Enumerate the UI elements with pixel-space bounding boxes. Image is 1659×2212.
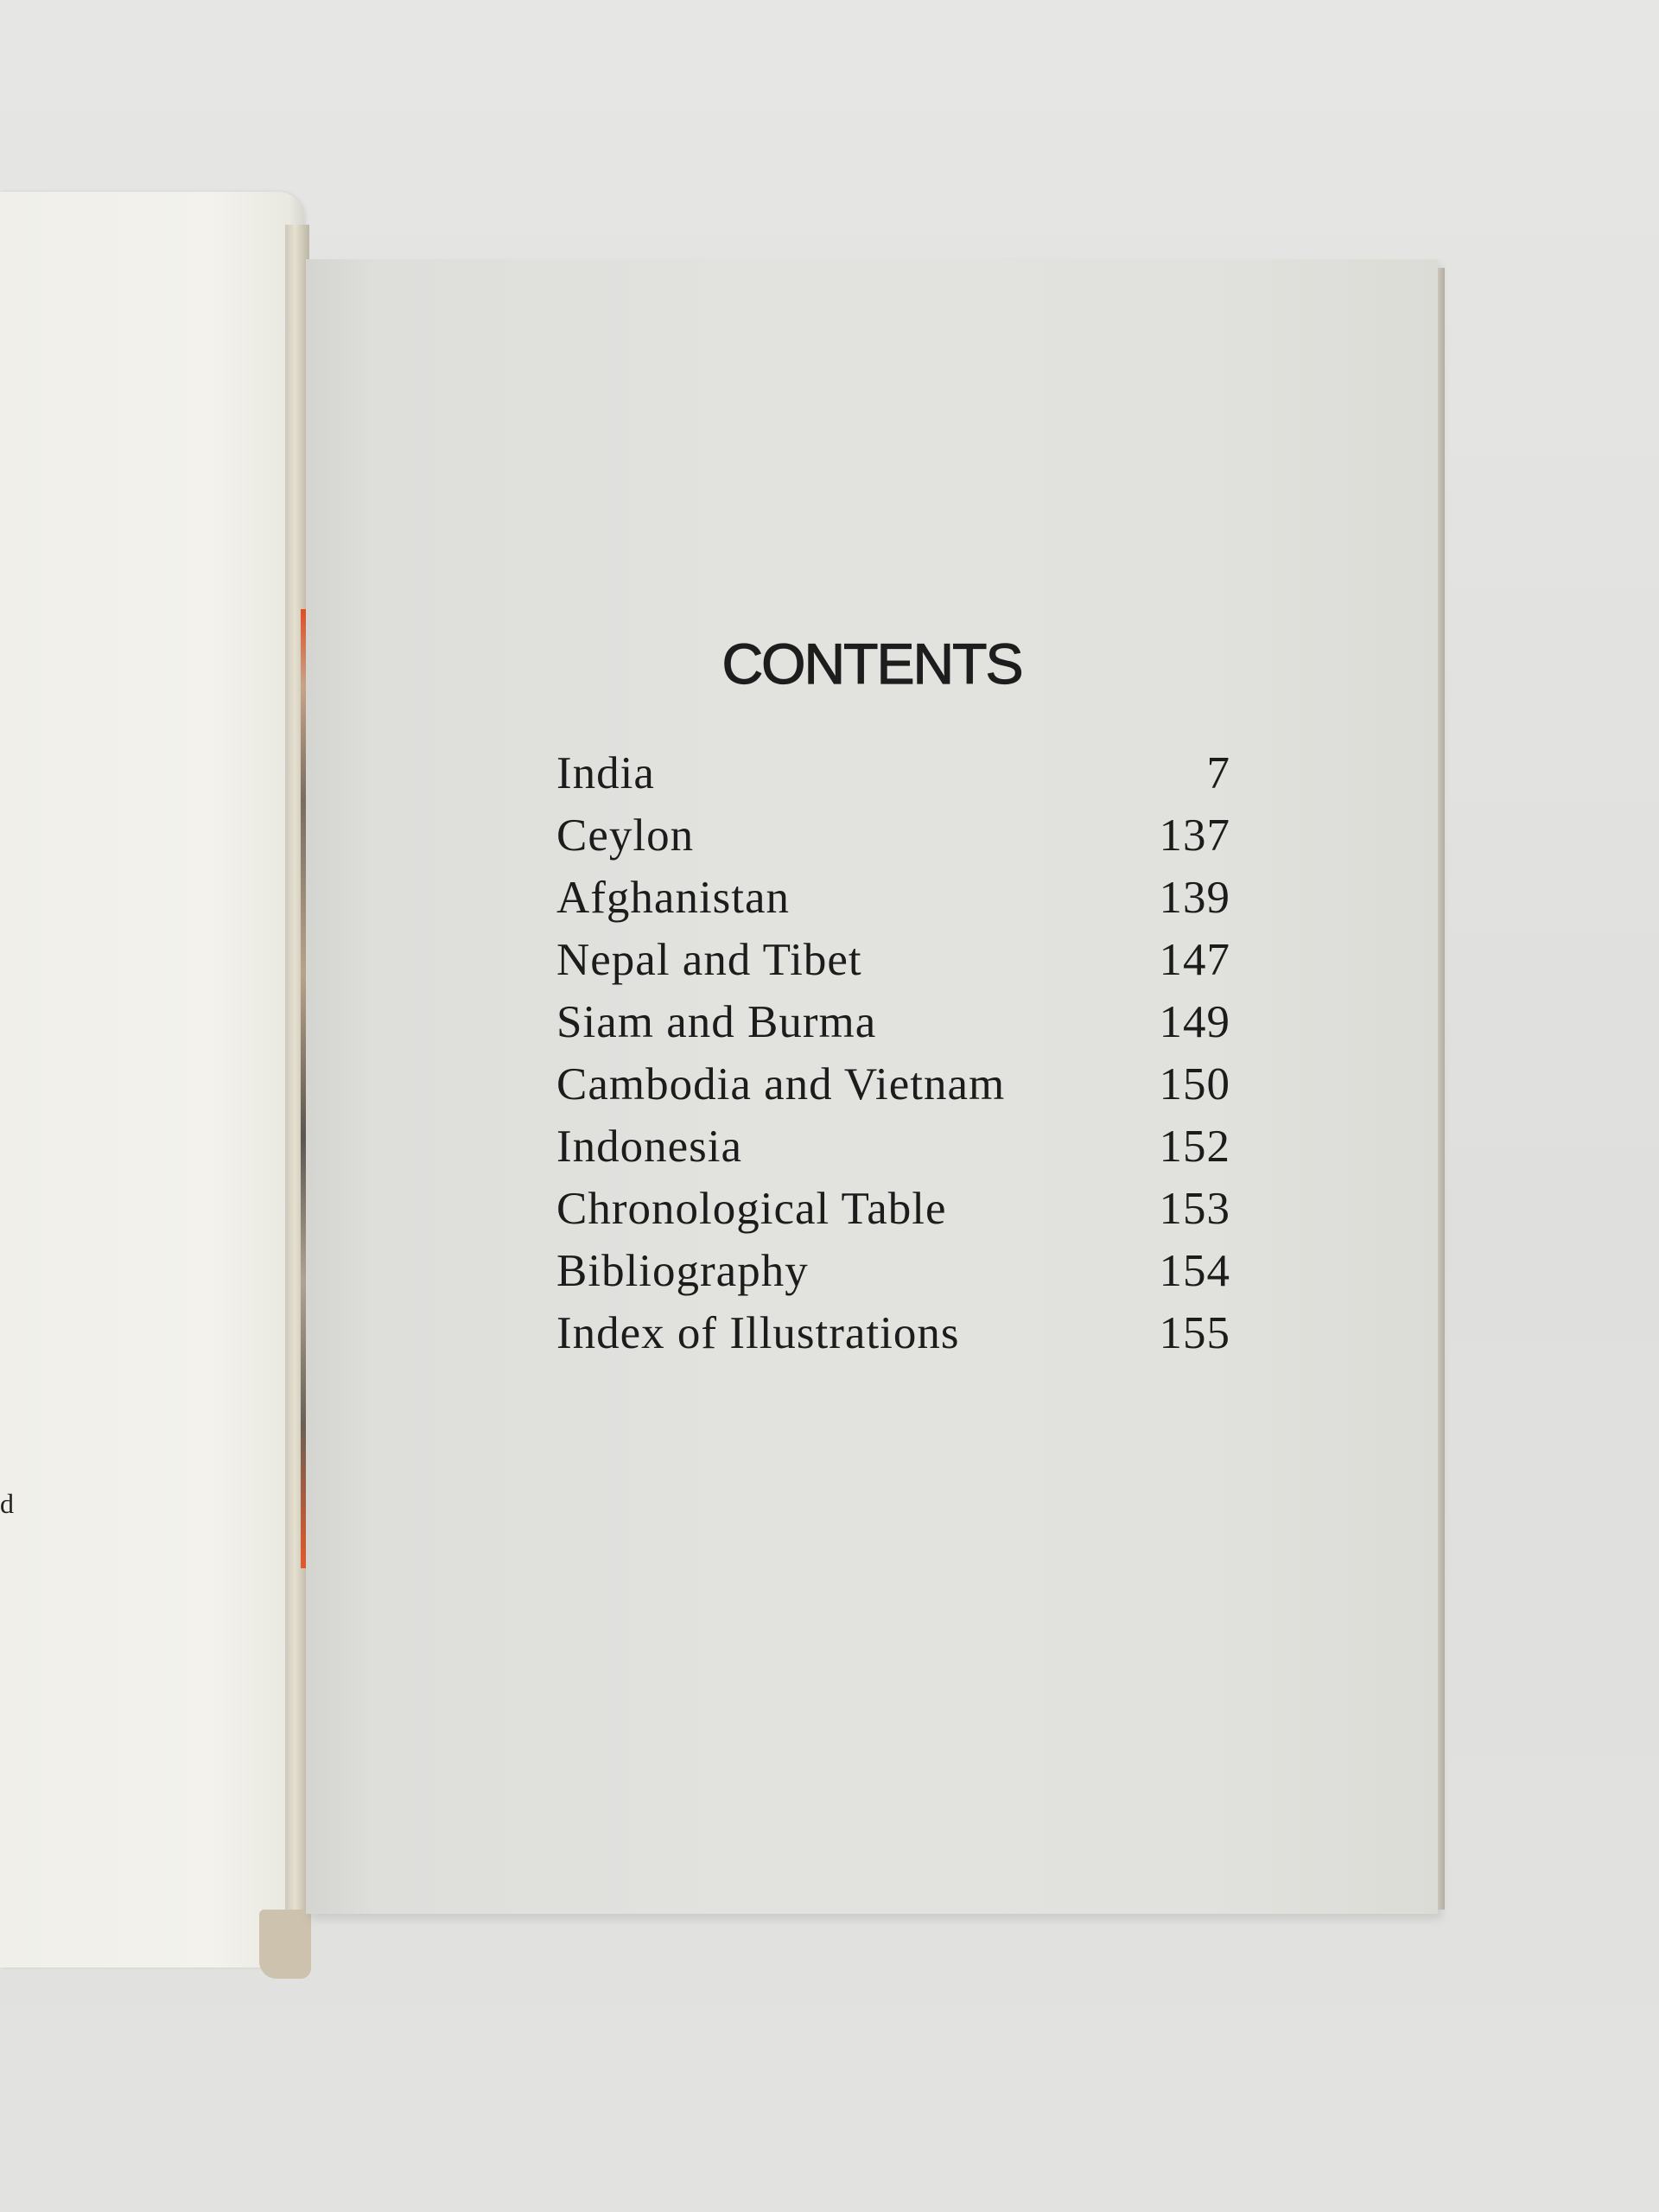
toc-entry [556,1245,1230,1307]
spine-bottom-binding [259,1910,311,1979]
toc-entry-page: 150 [1159,1059,1230,1109]
toc-entry-title: Bibliography [556,1246,809,1296]
toc-entry-page: 155 [1159,1308,1230,1358]
toc-entry-title: Cambodia and Vietnam [556,1059,1006,1109]
toc-entry [556,747,1230,810]
contents-page [306,259,1438,1914]
toc-entry [556,1183,1230,1245]
toc-entry-title: Nepal and Tibet [556,935,862,985]
toc-entry [556,810,1230,872]
toc-entry-title: Indonesia [556,1122,743,1172]
toc-entry [556,1307,1230,1370]
toc-entry-page: 154 [1159,1246,1230,1296]
toc-entry-page: 137 [1159,810,1230,861]
toc-entry-title: Ceylon [556,810,695,861]
contents-heading: CONTENTS [721,632,1022,696]
left-page-text-fragment: d [0,1488,14,1519]
toc-entry-title: India [556,748,655,798]
toc-entry [556,872,1230,934]
toc-entry-title: Chronological Table [556,1184,947,1234]
left-page [0,192,304,1967]
page-block-edge [1438,268,1445,1910]
toc-entry [556,1058,1230,1121]
toc-entry-page: 139 [1159,873,1230,923]
toc-entry [556,934,1230,996]
toc-entry-page: 149 [1159,997,1230,1047]
toc-entry-title: Afghanistan [556,873,791,923]
toc-entry-page: 152 [1159,1122,1230,1172]
toc-entry-page: 147 [1159,935,1230,985]
toc-entry-page: 7 [1206,748,1230,798]
table-of-contents [556,747,1230,1370]
toc-entry-page: 153 [1159,1184,1230,1234]
toc-entry [556,996,1230,1058]
toc-entry-title: Siam and Burma [556,997,877,1047]
toc-entry-title: Index of Illustrations [556,1308,960,1358]
toc-entry [556,1121,1230,1183]
